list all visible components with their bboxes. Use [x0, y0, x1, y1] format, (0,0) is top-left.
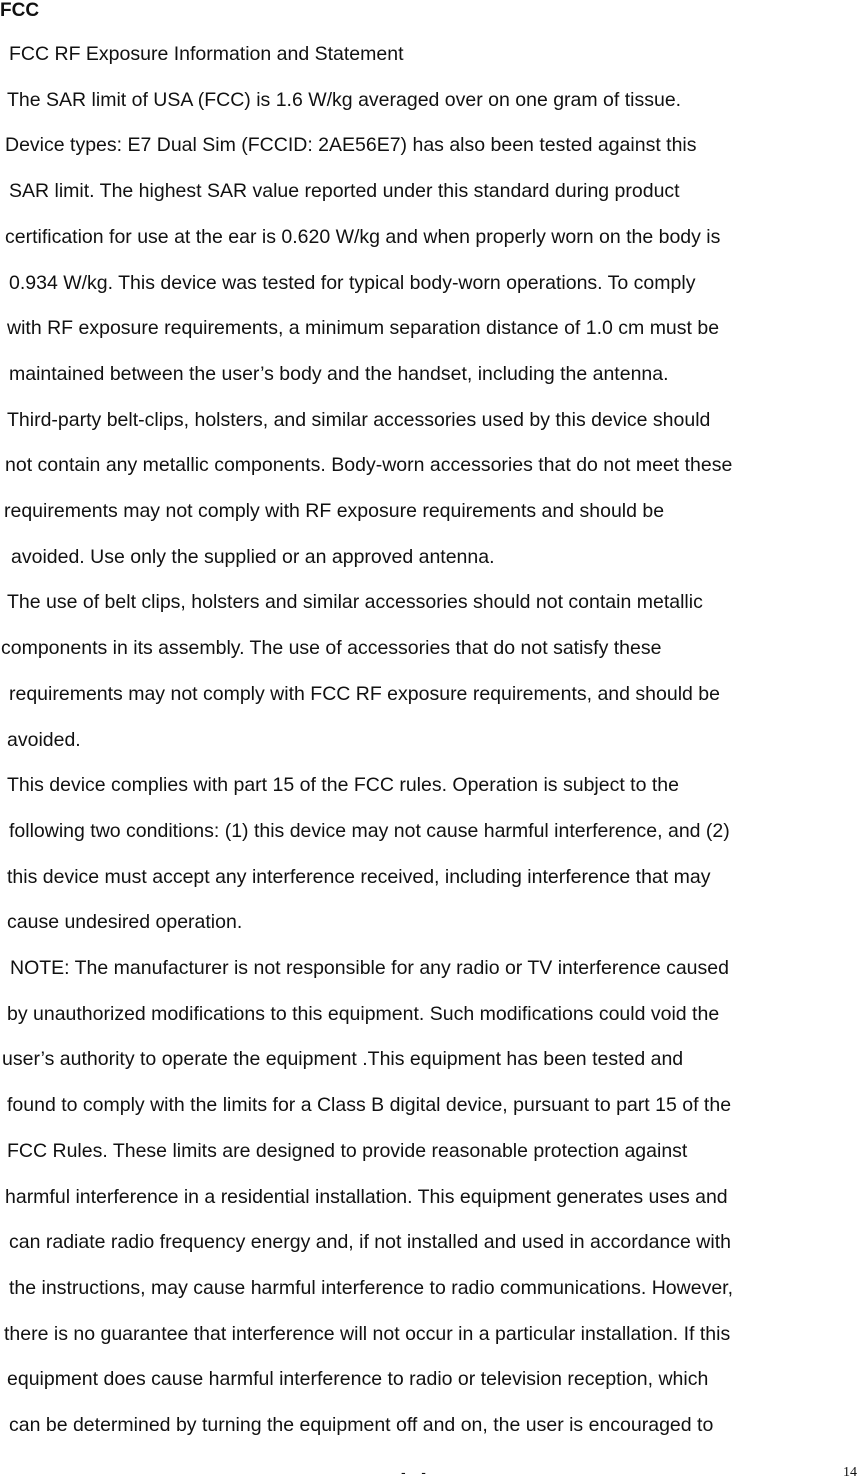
text-line: can radiate radio frequency energy and, if not installed and used in accordance with [9, 1231, 731, 1253]
text-line: The use of belt clips, holsters and similar accessories should not contain metallic [7, 591, 703, 613]
text-line: SAR limit. The highest SAR value reported under this standard during product [9, 180, 680, 202]
text-line: following two conditions: (1) this device may not cause harmful interference, and (2) [9, 820, 730, 842]
text-line: certification for use at the ear is 0.620 W/kg and when properly worn on the body is [5, 226, 721, 248]
text-line: requirements may not comply with RF exposure requirements and should be [4, 500, 665, 522]
text-line: with RF exposure requirements, a minimum separation distance of 1.0 cm must be [7, 317, 720, 339]
text-line: there is no guarantee that interference will not occur in a particular installation. If this [4, 1323, 731, 1345]
text-line: equipment does cause harmful interference to radio or television reception, which [7, 1368, 709, 1390]
text-line: harmful interference in a residential installation. This equipment generates uses and [5, 1186, 728, 1208]
text-line: Device types: E7 Dual Sim (FCCID: 2AE56E7) has also been tested against this [5, 134, 697, 156]
text-line: The SAR limit of USA (FCC) is 1.6 W/kg averaged over on one gram of tissue. [7, 89, 682, 111]
text-line: not contain any metallic components. Body-worn accessories that do not meet these [5, 454, 733, 476]
text-line: requirements may not comply with FCC RF exposure requirements, and should be [9, 683, 720, 705]
text-line: This device complies with part 15 of the FCC rules. Operation is subject to the [7, 774, 679, 796]
text-line: avoided. [7, 729, 81, 751]
text-line: FCC Rules. These limits are designed to provide reasonable protection against [7, 1140, 688, 1162]
text-line: NOTE: The manufacturer is not responsible for any radio or TV interference caused [10, 957, 729, 979]
text-line: this device must accept any interference received, including interference that may [7, 866, 711, 888]
text-line: cause undesired operation. [7, 911, 243, 933]
section-heading: FCC [0, 0, 40, 21]
text-line: FCC RF Exposure Information and Statement [9, 43, 404, 65]
text-line: found to comply with the limits for a Class B digital device, pursuant to part 15 of the [7, 1094, 732, 1116]
page-number: 14 [843, 1465, 857, 1480]
text-line: user’s authority to operate the equipment .This equipment has been tested and [2, 1048, 684, 1070]
text-line: maintained between the user’s body and the handset, including the antenna. [9, 363, 669, 385]
text-line: components in its assembly. The use of accessories that do not satisfy these [1, 637, 662, 659]
text-line: the instructions, may cause harmful interference to radio communications. However, [9, 1277, 733, 1299]
text-line: by unauthorized modifications to this equipment. Such modifications could void the [7, 1003, 720, 1025]
text-line: 0.934 W/kg. This device was tested for typical body-worn operations. To comply [9, 272, 696, 294]
text-line: avoided. Use only the supplied or an approved antenna. [11, 546, 495, 568]
text-line: Third-party belt-clips, holsters, and similar accessories used by this device should [7, 409, 711, 431]
footer-dash: - - [401, 1464, 426, 1480]
text-line: can be determined by turning the equipment off and on, the user is encouraged to [9, 1414, 714, 1436]
